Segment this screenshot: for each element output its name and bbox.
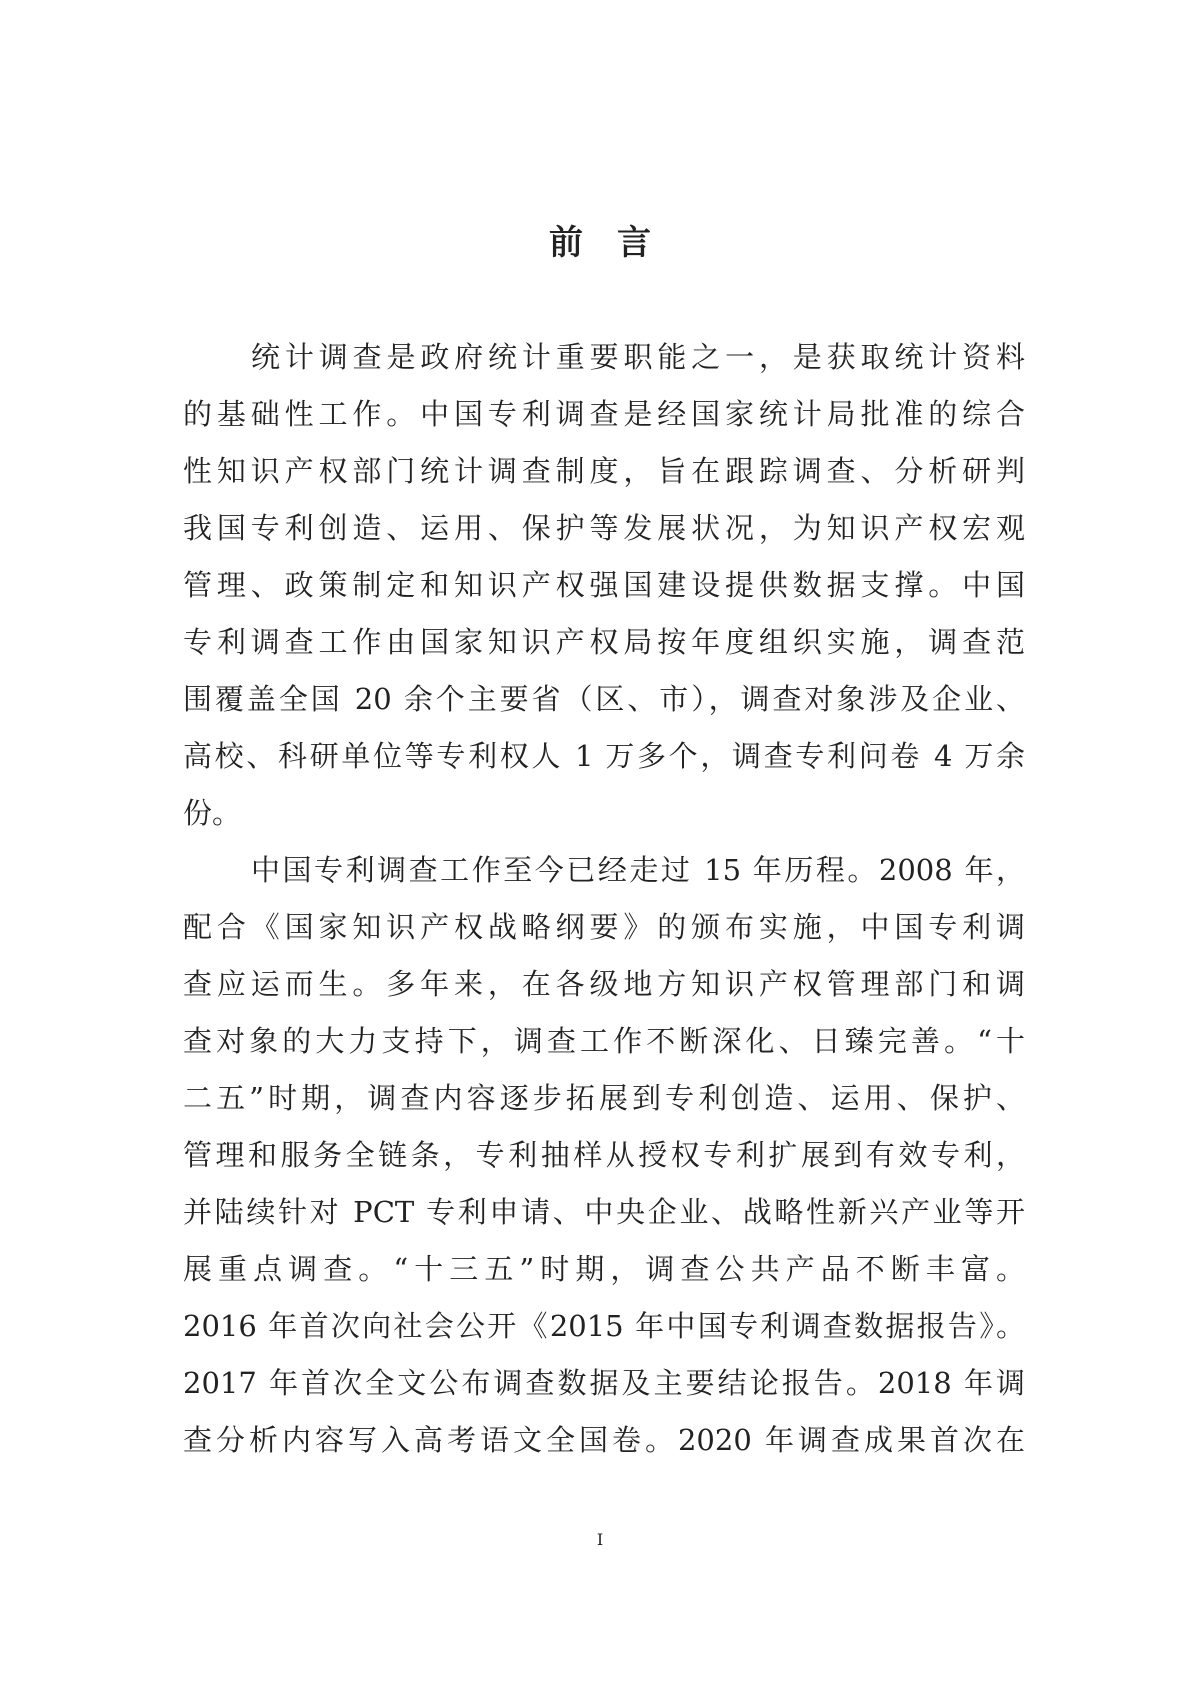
paragraph-line: 性知识产权部门统计调查制度，旨在跟踪调查、分析研判 [183, 454, 1025, 488]
paragraph-line: 中国专利调查工作至今已经走过 15 年历程。2008 年， [251, 853, 1025, 887]
paragraph-line: 2016 年首次向社会公开《2015 年中国专利调查数据报告》。 [183, 1309, 1025, 1343]
paragraph-line: 高校、科研单位等专利权人 1 万多个，调查专利问卷 4 万余 [183, 739, 1025, 773]
paragraph-line: 查对象的大力支持下，调查工作不断深化、日臻完善。“十 [183, 1024, 1025, 1058]
paragraph-line: 我国专利创造、运用、保护等发展状况，为知识产权宏观 [183, 511, 1025, 545]
document-body [183, 333, 1025, 1473]
paragraph-line: 查分析内容写入高考语文全国卷。2020 年调查成果首次在 [183, 1423, 1025, 1457]
paragraph-line: 份。 [183, 796, 242, 830]
paragraph-line: 二五”时期，调查内容逐步拓展到专利创造、运用、保护、 [183, 1081, 1025, 1115]
paragraph-line: 2017 年首次全文公布调查数据及主要结论报告。2018 年调 [183, 1366, 1025, 1400]
paragraph-line: 展重点调查。“十三五”时期，调查公共产品不断丰富。 [183, 1252, 1025, 1286]
paragraph-line: 管理、政策制定和知识产权强国建设提供数据支撑。中国 [183, 568, 1025, 602]
paragraph-line: 统计调查是政府统计重要职能之一，是获取统计资料 [251, 340, 1025, 374]
paragraph-line: 查应运而生。多年来，在各级地方知识产权管理部门和调 [183, 967, 1025, 1001]
paragraph-line: 专利调查工作由国家知识产权局按年度组织实施，调查范 [183, 625, 1025, 659]
page-number: I [596, 1530, 604, 1549]
paragraph-line: 配合《国家知识产权战略纲要》的颁布实施，中国专利调 [183, 910, 1025, 944]
paragraph-line: 并陆续针对 PCT 专利申请、中央企业、战略性新兴产业等开 [183, 1195, 1025, 1229]
paragraph-line: 管理和服务全链条，专利抽样从授权专利扩展到有效专利， [183, 1138, 1025, 1172]
paragraph-line: 围覆盖全国 20 余个主要省（区、市），调查对象涉及企业、 [183, 682, 1025, 716]
page-title: 前言 [549, 223, 685, 263]
paragraph-line: 的基础性工作。中国专利调查是经国家统计局批准的综合 [183, 397, 1025, 431]
